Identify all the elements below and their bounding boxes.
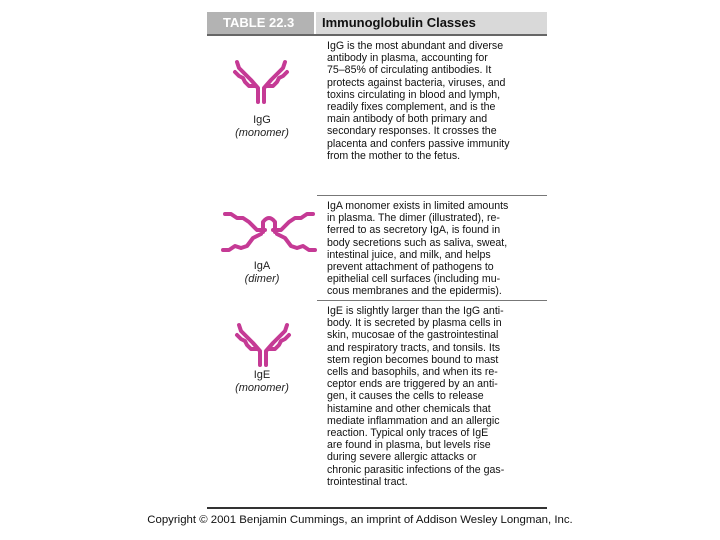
ige-antibody-icon (233, 319, 293, 367)
header-divider (207, 34, 547, 36)
table-header (207, 12, 547, 34)
table-row-igg (207, 40, 547, 194)
iga-illustration (207, 200, 317, 300)
ige-description: IgE is slightly larger than the IgG anti- body. It is secreted by plasma cells in skin, mucosae of the gastrointestinal and respiratory tracts, and tonsils. Its stem region becomes bound to mast cells and basophils, and when its re- ceptor ends are triggered by an anti- gen, it causes the cells to release histamine and other chemicals that mediate inflammation and an allergic reaction. Typical only traces of IgE are found in plasma, but levels rise during severe allergic attacks or chronic parasitic infections of the gas- trointestinal tract. (327, 305, 505, 488)
ige-name: IgE (253, 369, 271, 381)
iga-dimer-icon (219, 208, 319, 256)
ige-illustration (207, 305, 317, 505)
table-row-ige (207, 305, 547, 505)
immunoglobulin-table (207, 12, 547, 509)
igg-label (207, 114, 317, 140)
ige-label (207, 369, 317, 395)
table-title: Immunoglobulin Classes (316, 12, 547, 34)
iga-description: IgA monomer exists in limited amounts in plasma. The dimer (illustrated), re- ferred to as secretory IgA, is found in body secretions such as saliva, sweat, intestinal juice, and milk, and helps prevent attachment of pathogens to epithelial cell surfaces (including mu- cous membranes and the epidermis). (327, 200, 509, 298)
iga-name: IgA (253, 260, 271, 272)
row-divider (317, 195, 547, 196)
igg-illustration (207, 40, 317, 194)
iga-form: (dimer) (244, 273, 280, 285)
table-row-iga (207, 200, 547, 300)
igg-antibody-icon (231, 56, 291, 106)
table-number: TABLE 22.3 (207, 12, 314, 34)
igg-description: IgG is the most abundant and diverse antibody in plasma, accounting for 75–85% of circulating antibodies. It protects against bacteria, viruses, and toxins circulating in blood and lymph, readily fixes complement, and is the main antibody of both primary and secondary responses. It crosses the placenta and confers passive immunity from the mother to the fetus. (327, 40, 510, 162)
igg-name: IgG (253, 114, 271, 126)
iga-label (207, 260, 317, 286)
ige-form: (monomer) (235, 382, 289, 394)
table-bottom-rule (207, 507, 547, 509)
igg-form: (monomer) (235, 127, 289, 139)
copyright-notice: Copyright © 2001 Benjamin Cummings, an imprint of Addison Wesley Longman, Inc. (147, 514, 573, 526)
row-divider (317, 300, 547, 301)
